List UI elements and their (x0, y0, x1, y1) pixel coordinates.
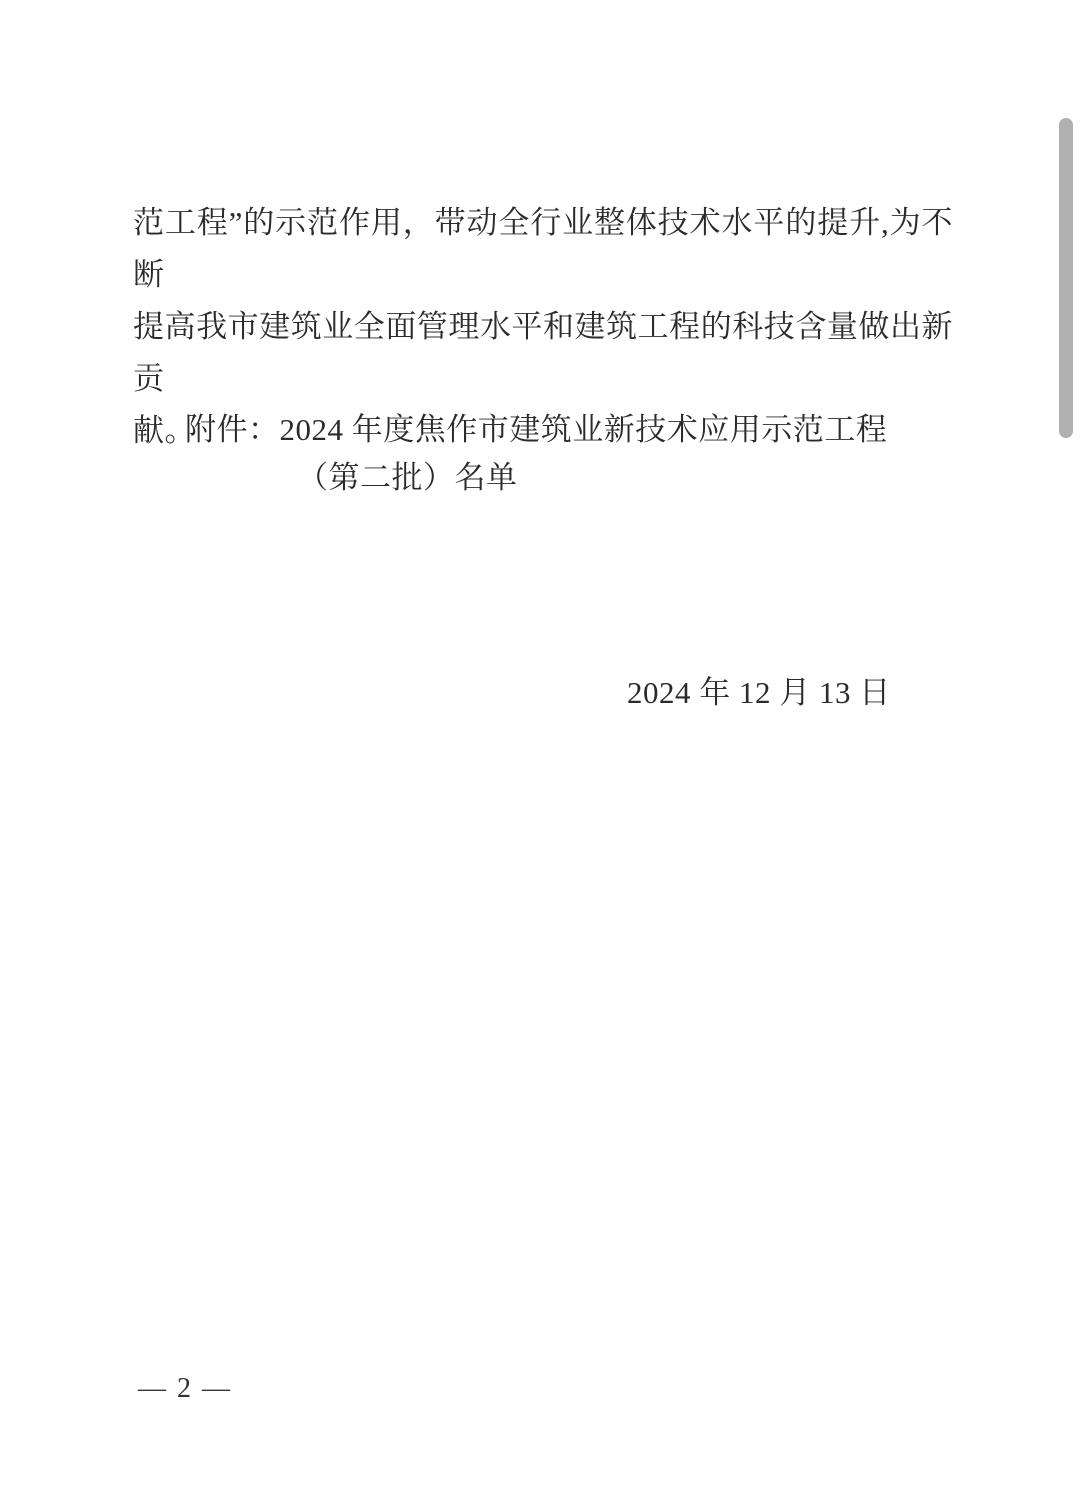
paragraph-line-1: 范工程”的示范作用，带动全行业整体技术水平的提升,为不断 (133, 205, 953, 292)
page-number: — 2 — (138, 1373, 232, 1404)
attachment-block (185, 406, 945, 502)
document-date: 2024 年 12 月 13 日 (627, 675, 891, 710)
paragraph-line-2: 提高我市建筑业全面管理水平和建筑工程的科技含量做出新贡 (133, 309, 953, 396)
scrollbar-thumb[interactable] (1059, 118, 1073, 438)
paragraph-line-3: 献。 (133, 413, 196, 448)
attachment-subtitle-line: （第二批）名单 (297, 460, 518, 495)
attachment-title-line: 附件：2024 年度焦作市建筑业新技术应用示范工程 (185, 412, 888, 447)
